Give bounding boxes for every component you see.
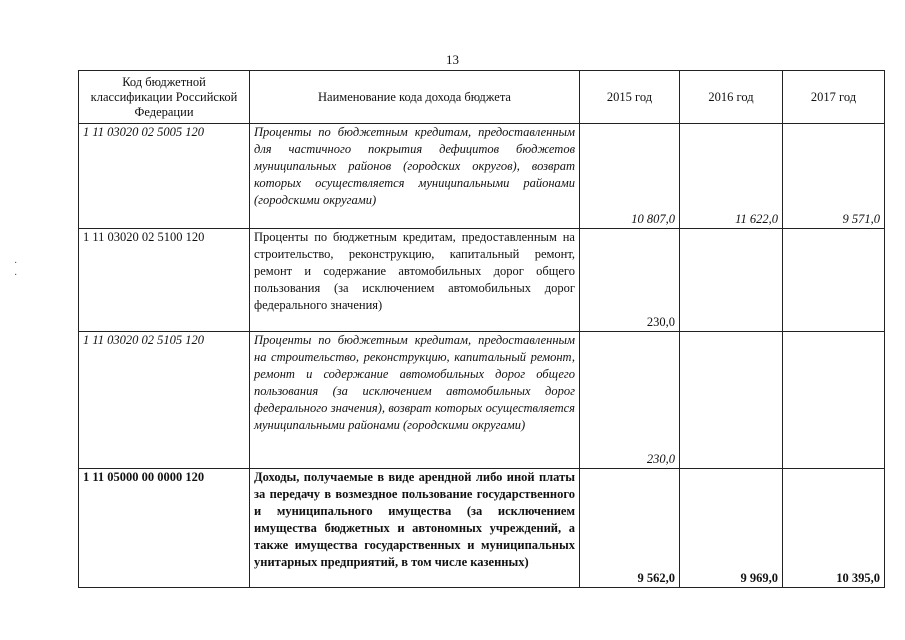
header-code: Код бюджетной классификации Российской Федерации: [79, 71, 250, 124]
header-2016: 2016 год: [680, 71, 783, 124]
row-value-2016: [680, 332, 783, 469]
row-value-2017: [783, 229, 885, 332]
table-header-row: [79, 71, 885, 124]
row-value-2017: [783, 332, 885, 469]
table-row: [79, 229, 885, 332]
row-code: 1 11 03020 02 5005 120: [79, 124, 250, 229]
table-row: [79, 332, 885, 469]
row-value-2017: 9 571,0: [783, 124, 885, 229]
row-value-2015: 9 562,0: [580, 469, 680, 588]
page-number: 13: [446, 52, 459, 67]
row-value-2016: 9 969,0: [680, 469, 783, 588]
header-2017: 2017 год: [783, 71, 885, 124]
row-code: 1 11 03020 02 5105 120: [79, 332, 250, 469]
margin-marks: · ·: [14, 258, 18, 281]
row-value-2016: [680, 229, 783, 332]
row-name: Проценты по бюджетным кредитам, предоставленным на строительство, реконструкцию, капитальный ремонт, ремонт и содержание автомобильных дорог общего пользования (за исключением автомобильных дорог федерального значения), возврат которых осуществляется муниципальными районами (городскими округами): [250, 332, 580, 469]
row-value-2015: 230,0: [580, 229, 680, 332]
row-value-2015: 230,0: [580, 332, 680, 469]
table-row: [79, 469, 885, 588]
row-name: Проценты по бюджетным кредитам, предоставленным для частичного покрытия дефицитов бюджетов муниципальных районов (городских округов), возврат которых осуществляется муниципальными районами (городскими округами): [250, 124, 580, 229]
row-name: Проценты по бюджетным кредитам, предоставленным на строительство, реконструкцию, капитальный ремонт, ремонт и содержание автомобильных дорог общего пользования (за исключением автомобильных дорог федерального значения): [250, 229, 580, 332]
table-row: [79, 124, 885, 229]
header-2015: 2015 год: [580, 71, 680, 124]
header-name: Наименование кода дохода бюджета: [250, 71, 580, 124]
row-code: 1 11 05000 00 0000 120: [79, 469, 250, 588]
row-value-2015: 10 807,0: [580, 124, 680, 229]
row-value-2016: 11 622,0: [680, 124, 783, 229]
row-code: 1 11 03020 02 5100 120: [79, 229, 250, 332]
budget-revenue-table: [78, 70, 885, 588]
row-value-2017: 10 395,0: [783, 469, 885, 588]
row-name: Доходы, получаемые в виде арендной либо иной платы за передачу в возмездное пользование государственного и муниципального имущества (за исключением имущества бюджетных и автономных учреждений, а также имущества государственных и муниципальных унитарных предприятий, в том числе казенных): [250, 469, 580, 588]
